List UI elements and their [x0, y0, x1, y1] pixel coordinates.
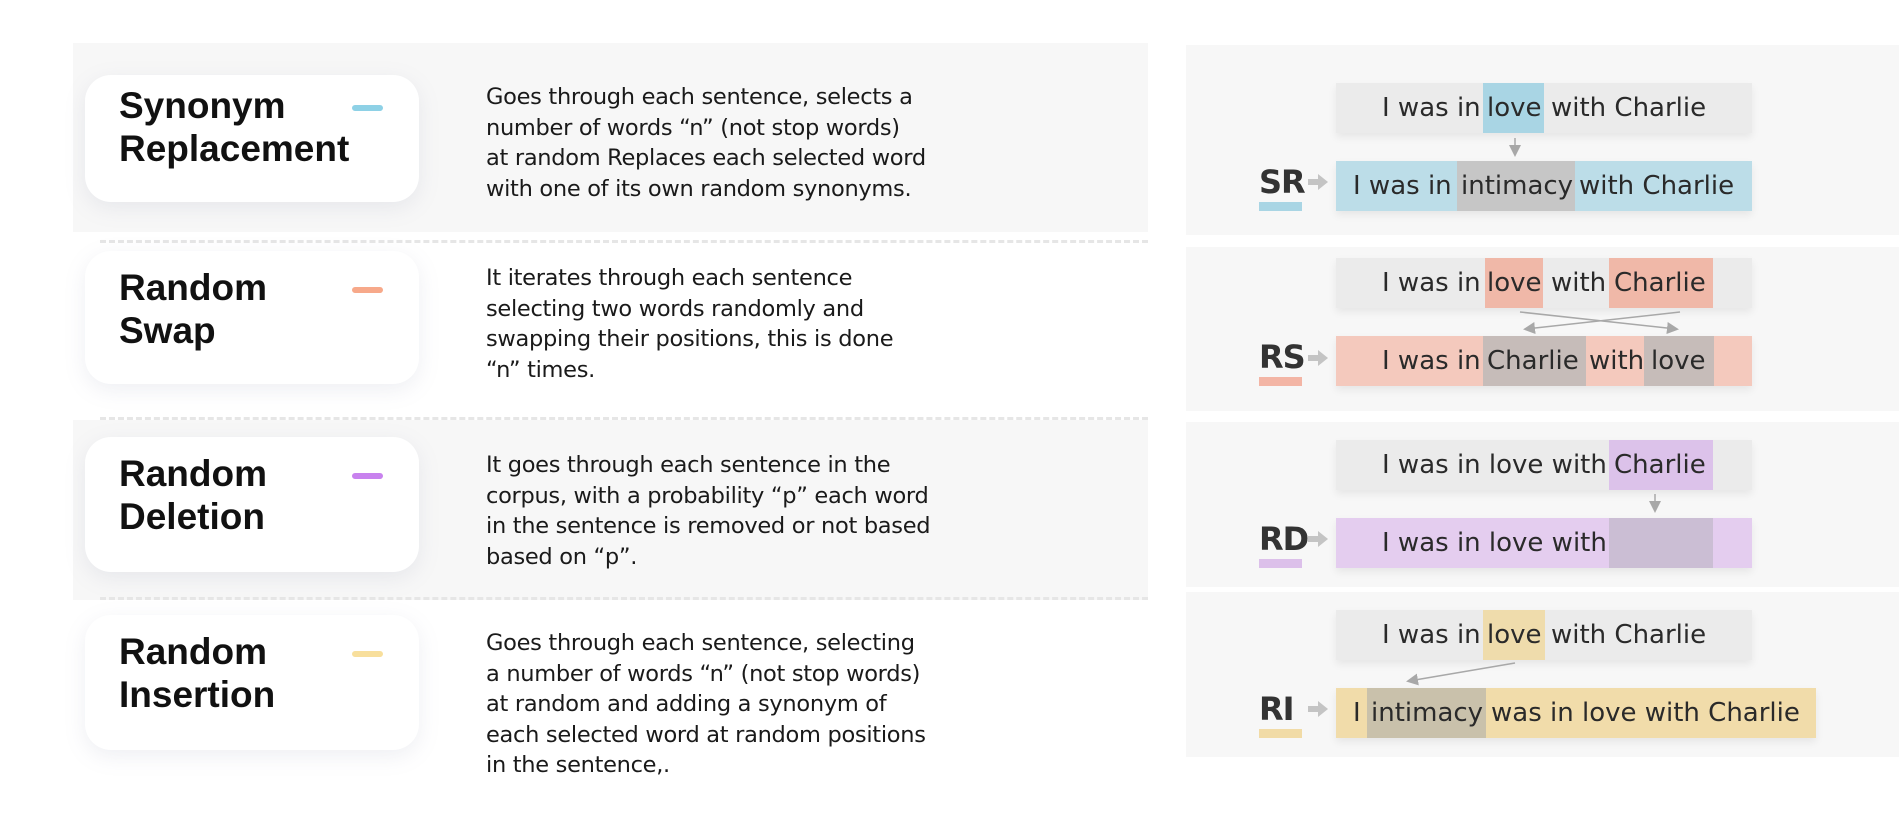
technique-title: Random Swap	[119, 267, 267, 351]
abbr-arrow-rs	[1308, 350, 1328, 366]
technique-title: Synonym Replacement	[119, 85, 350, 169]
technique-description: It iterates through each sentence selecting two words randomly and swapping their positions, this is done “n” times.	[486, 265, 894, 383]
sentence-token: I was in	[1353, 171, 1452, 201]
sentence-token: intimacy	[1461, 171, 1574, 201]
technique-title: Random Insertion	[119, 631, 276, 715]
sentence-token: I was in love with	[1382, 450, 1607, 480]
sentence-token: with	[1589, 346, 1645, 376]
abbr-arrow-ri	[1308, 701, 1328, 717]
sentence-token: I was in	[1382, 346, 1481, 376]
sentence-token: love	[1487, 93, 1542, 123]
sentence-token: Charlie	[1487, 346, 1579, 376]
technique-description: Goes through each sentence, selecting a number of words “n” (not stop words) at random and adding a synonym of each selected word at random positions in the sentence,.	[486, 630, 926, 778]
transform-arrow	[1409, 663, 1515, 681]
sentence-token: I	[1353, 698, 1361, 728]
sentence-token: I was in love with	[1382, 528, 1607, 558]
technique-description: Goes through each sentence, selects a number of words “n” (not stop words) at random Replaces each selected word with one of its own random synonyms.	[486, 84, 926, 202]
sentence-token: intimacy	[1371, 698, 1484, 728]
abbr-sr: SR	[1259, 163, 1305, 201]
sentence-token: with	[1551, 268, 1607, 298]
sentence-token: with Charlie	[1551, 620, 1707, 650]
sentence-token: Charlie	[1614, 268, 1706, 298]
sentence-token: with Charlie	[1551, 93, 1707, 123]
sentence-token: I was in	[1382, 620, 1481, 650]
sentence-token: love	[1487, 620, 1542, 650]
sentence-token: with Charlie	[1579, 171, 1735, 201]
sentence-token: I was in	[1382, 93, 1481, 123]
technique-title: Random Deletion	[119, 453, 267, 537]
sentence-token: Charlie	[1614, 450, 1706, 480]
abbr-arrow-sr	[1308, 174, 1328, 190]
abbr-ri: RI	[1259, 690, 1294, 728]
sentence-token: love	[1487, 268, 1542, 298]
abbr-rs: RS	[1259, 338, 1305, 376]
technique-description: It goes through each sentence in the corpus, with a probability “p” each word in the sentence is removed or not based based on “p”.	[486, 452, 931, 570]
sentence-token: love	[1651, 346, 1706, 376]
abbr-arrow-rd	[1308, 531, 1328, 547]
sentence-token: was in love with Charlie	[1491, 698, 1800, 728]
sentence-token: I was in	[1382, 268, 1481, 298]
abbr-rd: RD	[1259, 520, 1309, 558]
